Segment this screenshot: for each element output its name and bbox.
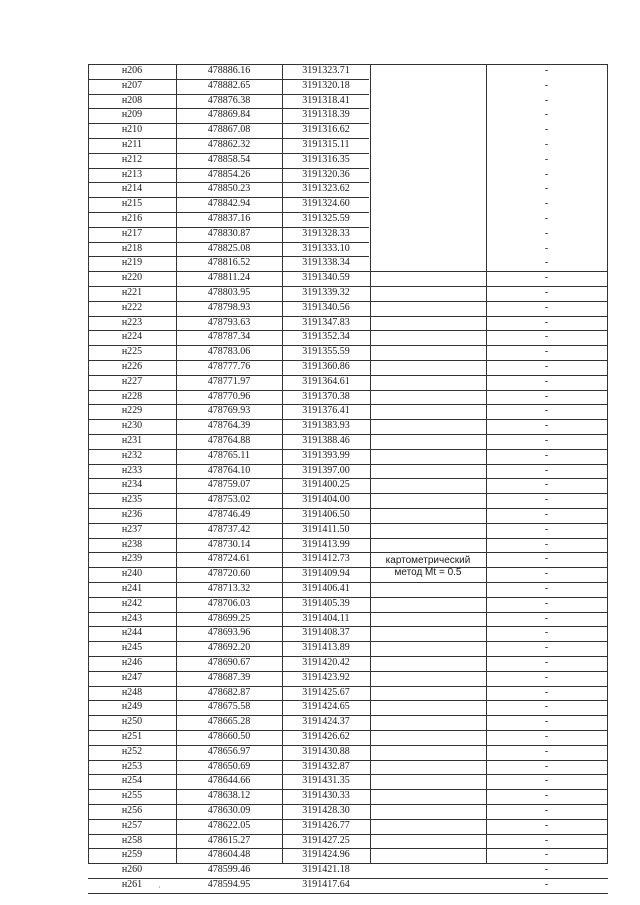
y-coordinate-cell: 3191355.59	[302, 346, 350, 358]
y-coordinate-cell: 3191352.34	[302, 331, 350, 343]
table-row	[88, 804, 608, 819]
point-id-cell: н233	[121, 464, 143, 476]
point-id-cell: н229	[121, 405, 143, 417]
point-id-cell: н249	[121, 701, 143, 713]
x-coordinate-cell: 478753.02	[207, 494, 251, 506]
table-row	[88, 715, 608, 730]
table-row	[88, 375, 608, 390]
accuracy-cell: -	[544, 479, 549, 491]
point-id-cell: н214	[121, 183, 143, 195]
x-coordinate-cell: 478656.97	[207, 745, 251, 757]
point-id-cell: н209	[121, 109, 143, 121]
table-row	[88, 641, 608, 656]
point-id-cell: н254	[121, 775, 143, 787]
y-coordinate-cell: 3191424.65	[302, 701, 350, 713]
y-coordinate-cell: 3191420.42	[302, 657, 350, 668]
y-coordinate-cell: 3191426.77	[302, 819, 350, 831]
point-id-cell: н261	[121, 879, 143, 890]
accuracy-cell: -	[544, 361, 549, 372]
table-row	[88, 345, 608, 360]
accuracy-cell: -	[544, 553, 549, 565]
y-coordinate-cell: 3191376.41	[302, 405, 350, 417]
accuracy-cell: -	[544, 642, 549, 654]
accuracy-cell: -	[544, 790, 549, 802]
point-id-cell: н253	[121, 760, 143, 772]
point-id-cell: н206	[121, 65, 143, 76]
table-row	[88, 153, 608, 168]
accuracy-cell: -	[544, 449, 549, 461]
x-coordinate-cell: 478724.61	[207, 553, 251, 565]
y-coordinate-cell: 3191404.00	[302, 494, 350, 506]
x-coordinate-cell: 478622.05	[207, 819, 251, 831]
y-coordinate-cell: 3191316.35	[302, 153, 350, 165]
x-coordinate-cell: 478825.08	[207, 242, 251, 254]
accuracy-cell: -	[544, 390, 549, 402]
accuracy-cell: -	[544, 316, 549, 328]
accuracy-cell: -	[544, 805, 549, 816]
x-coordinate-cell: 478706.03	[207, 597, 251, 609]
page-mark: ·	[158, 883, 161, 892]
x-coordinate-cell: 478811.24	[207, 272, 251, 284]
table-row	[88, 552, 608, 567]
accuracy-cell: -	[544, 745, 549, 757]
accuracy-cell: -	[544, 139, 549, 150]
y-coordinate-cell: 3191411.50	[302, 523, 350, 535]
point-id-cell: н242	[121, 597, 143, 609]
accuracy-cell: -	[544, 272, 549, 284]
point-id-cell: н256	[121, 805, 143, 816]
point-id-cell: н225	[121, 346, 143, 358]
accuracy-cell: -	[544, 242, 549, 254]
y-coordinate-cell: 3191397.00	[302, 464, 350, 476]
y-coordinate-cell: 3191323.62	[302, 183, 350, 195]
x-coordinate-cell: 478746.49	[207, 509, 251, 520]
point-id-cell: н227	[121, 375, 143, 387]
x-coordinate-cell: 478650.69	[207, 760, 251, 772]
table-row	[88, 538, 608, 553]
x-coordinate-cell: 478764.88	[207, 435, 251, 446]
table-row	[88, 745, 608, 760]
x-coordinate-cell: 478798.93	[207, 301, 251, 313]
accuracy-cell: -	[544, 864, 549, 876]
point-id-cell: н259	[121, 849, 143, 861]
y-coordinate-cell: 3191427.25	[302, 834, 350, 846]
point-id-cell: н245	[121, 642, 143, 654]
table-row	[88, 390, 608, 405]
table-row	[88, 730, 608, 745]
x-coordinate-cell: 478862.32	[207, 139, 251, 150]
x-coordinate-cell: 478594.95	[207, 879, 251, 890]
y-coordinate-cell: 3191324.60	[302, 198, 350, 210]
x-coordinate-cell: 478759.07	[207, 479, 251, 491]
x-coordinate-cell: 478777.76	[207, 361, 251, 372]
x-coordinate-cell: 478713.32	[207, 583, 251, 594]
y-coordinate-cell: 3191425.67	[302, 686, 350, 698]
point-id-cell: н212	[121, 153, 143, 165]
y-coordinate-cell: 3191424.96	[302, 849, 350, 861]
y-coordinate-cell: 3191318.41	[302, 94, 350, 106]
x-coordinate-cell: 478699.25	[207, 612, 251, 624]
table-row	[88, 567, 608, 582]
x-coordinate-cell: 478842.94	[207, 198, 251, 210]
table-row	[88, 686, 608, 701]
table-row	[88, 508, 608, 523]
y-coordinate-cell: 3191320.18	[302, 79, 350, 91]
y-coordinate-cell: 3191413.89	[302, 642, 350, 654]
y-coordinate-cell: 3191315.11	[302, 139, 350, 150]
y-coordinate-cell: 3191333.10	[302, 242, 350, 254]
table-row	[88, 138, 608, 153]
point-id-cell: н213	[121, 168, 143, 180]
x-coordinate-cell: 478869.84	[207, 109, 251, 121]
table-row	[88, 94, 608, 109]
method-cell	[370, 555, 486, 579]
table-row	[88, 330, 608, 345]
table-row	[88, 848, 608, 863]
y-coordinate-cell: 3191408.37	[302, 627, 350, 639]
table-row	[88, 434, 608, 449]
point-id-cell: н211	[122, 139, 142, 150]
x-coordinate-cell: 478787.34	[207, 331, 251, 343]
accuracy-cell: -	[544, 213, 549, 224]
table-row	[88, 878, 608, 893]
table-row	[88, 863, 608, 878]
point-id-cell: н237	[121, 523, 143, 535]
table-row	[88, 419, 608, 434]
x-coordinate-cell: 478682.87	[207, 686, 251, 698]
x-coordinate-cell: 478830.87	[207, 227, 251, 239]
x-coordinate-cell: 478886.16	[207, 65, 251, 76]
x-coordinate-cell: 478816.52	[207, 257, 251, 269]
y-coordinate-cell: 3191325.59	[302, 213, 350, 224]
accuracy-cell: -	[544, 819, 549, 831]
y-coordinate-cell: 3191347.83	[302, 316, 350, 328]
table-row	[88, 360, 608, 375]
table-row	[88, 597, 608, 612]
accuracy-cell: -	[544, 583, 549, 594]
point-id-cell: н239	[121, 553, 143, 565]
point-id-cell: н223	[121, 316, 143, 328]
accuracy-cell: -	[544, 346, 549, 358]
y-coordinate-cell: 3191421.18	[302, 864, 350, 876]
y-coordinate-cell: 3191383.93	[302, 420, 350, 432]
x-coordinate-cell: 478665.28	[207, 716, 251, 728]
table-row	[88, 834, 608, 849]
point-id-cell: н251	[121, 731, 143, 742]
accuracy-cell: -	[544, 331, 549, 343]
accuracy-cell: -	[544, 509, 549, 520]
accuracy-cell: -	[544, 775, 549, 787]
table-row	[88, 316, 608, 331]
accuracy-cell: -	[544, 701, 549, 713]
x-coordinate-cell: 478604.48	[207, 849, 251, 861]
point-id-cell: н238	[121, 538, 143, 550]
accuracy-cell: -	[544, 671, 549, 683]
accuracy-cell: -	[544, 227, 549, 239]
table-row	[88, 789, 608, 804]
table-row	[88, 626, 608, 641]
point-id-cell: н234	[121, 479, 143, 491]
accuracy-cell: -	[544, 627, 549, 639]
table-row	[88, 700, 608, 715]
point-id-cell: н240	[121, 568, 143, 580]
x-coordinate-cell: 478837.16	[207, 213, 251, 224]
x-coordinate-cell: 478638.12	[207, 790, 251, 802]
x-coordinate-cell: 478630.09	[207, 805, 251, 816]
x-coordinate-cell: 478693.96	[207, 627, 251, 639]
table-row	[88, 478, 608, 493]
y-coordinate-cell: 3191338.34	[302, 257, 350, 269]
y-coordinate-cell: 3191413.99	[302, 538, 350, 550]
table-row	[88, 212, 608, 227]
accuracy-cell: -	[544, 375, 549, 387]
accuracy-cell: -	[544, 94, 549, 106]
accuracy-cell: -	[544, 65, 549, 76]
x-coordinate-cell: 478660.50	[207, 731, 251, 742]
y-coordinate-cell: 3191339.32	[302, 287, 350, 298]
y-coordinate-cell: 3191432.87	[302, 760, 350, 772]
y-coordinate-cell: 3191364.61	[302, 375, 350, 387]
accuracy-cell: -	[544, 168, 549, 180]
accuracy-cell: -	[544, 198, 549, 210]
x-coordinate-cell: 478854.26	[207, 168, 251, 180]
x-coordinate-cell: 478737.42	[207, 523, 251, 535]
y-coordinate-cell: 3191431.35	[302, 775, 350, 787]
y-coordinate-cell: 3191428.30	[302, 805, 350, 816]
x-coordinate-cell: 478675.58	[207, 701, 251, 713]
x-coordinate-cell: 478771.97	[207, 375, 251, 387]
x-coordinate-cell: 478765.11	[207, 449, 251, 461]
y-coordinate-cell: 3191417.64	[302, 879, 350, 890]
row-border	[88, 893, 608, 894]
x-coordinate-cell: 478687.39	[207, 671, 251, 683]
y-coordinate-cell: 3191340.56	[302, 301, 350, 313]
x-coordinate-cell: 478730.14	[207, 538, 251, 550]
accuracy-cell: -	[544, 109, 549, 121]
accuracy-cell: -	[544, 79, 549, 91]
x-coordinate-cell: 478615.27	[207, 834, 251, 846]
point-id-cell: н252	[121, 745, 143, 757]
point-id-cell: н228	[121, 390, 143, 402]
accuracy-cell: -	[544, 494, 549, 506]
x-coordinate-cell: 478867.08	[207, 124, 251, 136]
point-id-cell: н236	[121, 509, 143, 520]
y-coordinate-cell: 3191406.41	[302, 583, 350, 594]
table-row	[88, 197, 608, 212]
table-row	[88, 493, 608, 508]
point-id-cell: н257	[121, 819, 143, 831]
accuracy-cell: -	[544, 538, 549, 550]
accuracy-cell: -	[544, 523, 549, 535]
table-row	[88, 256, 608, 271]
accuracy-cell: -	[544, 124, 549, 136]
table-row	[88, 123, 608, 138]
point-id-cell: н207	[121, 79, 143, 91]
point-id-cell: н224	[121, 331, 143, 343]
x-coordinate-cell: 478882.65	[207, 79, 251, 91]
point-id-cell: н250	[121, 716, 143, 728]
x-coordinate-cell: 478858.54	[207, 153, 251, 165]
accuracy-cell: -	[544, 597, 549, 609]
table-row	[88, 774, 608, 789]
point-id-cell: н247	[121, 671, 143, 683]
y-coordinate-cell: 3191316.62	[302, 124, 350, 136]
point-id-cell: н210	[121, 124, 143, 136]
x-coordinate-cell: 478770.96	[207, 390, 251, 402]
point-id-cell: н220	[121, 272, 143, 284]
point-id-cell: н231	[121, 435, 143, 446]
y-coordinate-cell: 3191423.92	[302, 671, 350, 683]
table-row	[88, 182, 608, 197]
table-row	[88, 819, 608, 834]
table-row	[88, 242, 608, 257]
accuracy-cell: -	[544, 834, 549, 846]
y-coordinate-cell: 3191320.36	[302, 168, 350, 180]
accuracy-cell: -	[544, 657, 549, 668]
accuracy-cell: -	[544, 879, 549, 890]
x-coordinate-cell: 478876.38	[207, 94, 251, 106]
point-id-cell: н215	[121, 198, 143, 210]
accuracy-cell: -	[544, 420, 549, 432]
accuracy-cell: -	[544, 435, 549, 446]
x-coordinate-cell: 478850.23	[207, 183, 251, 195]
x-coordinate-cell: 478793.63	[207, 316, 251, 328]
x-coordinate-cell: 478692.20	[207, 642, 251, 654]
accuracy-cell: -	[544, 760, 549, 772]
x-coordinate-cell: 478599.46	[207, 864, 251, 876]
y-coordinate-cell: 3191406.50	[302, 509, 350, 520]
accuracy-cell: -	[544, 464, 549, 476]
point-id-cell: н246	[121, 657, 143, 668]
point-id-cell: н244	[121, 627, 143, 639]
y-coordinate-cell: 3191409.94	[302, 568, 350, 580]
accuracy-cell: -	[544, 257, 549, 269]
y-coordinate-cell: 3191424.37	[302, 716, 350, 728]
point-id-cell: н241	[121, 583, 143, 594]
table-row	[88, 79, 608, 94]
point-id-cell: н243	[121, 612, 143, 624]
table-row	[88, 612, 608, 627]
accuracy-cell: -	[544, 716, 549, 728]
method-line-2: метод Mt = 0.5	[394, 567, 462, 578]
x-coordinate-cell: 478690.67	[207, 657, 251, 668]
accuracy-cell: -	[544, 686, 549, 698]
point-id-cell: н230	[121, 420, 143, 432]
method-line-1: картометрический	[385, 555, 471, 566]
accuracy-cell: -	[544, 287, 549, 298]
x-coordinate-cell: 478644.66	[207, 775, 251, 787]
x-coordinate-cell: 478764.39	[207, 420, 251, 432]
accuracy-cell: -	[544, 612, 549, 624]
table-row	[88, 671, 608, 686]
point-id-cell: н208	[121, 94, 143, 106]
accuracy-cell: -	[544, 153, 549, 165]
table-row	[88, 227, 608, 242]
y-coordinate-cell: 3191328.33	[302, 227, 350, 239]
table-row	[88, 404, 608, 419]
x-coordinate-cell: 478769.93	[207, 405, 251, 417]
y-coordinate-cell: 3191323.71	[302, 65, 350, 76]
table-row	[88, 760, 608, 775]
x-coordinate-cell: 478803.95	[207, 287, 251, 298]
y-coordinate-cell: 3191400.25	[302, 479, 350, 491]
x-coordinate-cell: 478720.60	[207, 568, 251, 580]
point-id-cell: н255	[121, 790, 143, 802]
table-row	[88, 64, 608, 79]
point-id-cell: н218	[121, 242, 143, 254]
table-row	[88, 108, 608, 123]
point-id-cell: н235	[121, 494, 143, 506]
accuracy-cell: -	[544, 183, 549, 195]
table-row	[88, 523, 608, 538]
point-id-cell: н248	[121, 686, 143, 698]
accuracy-cell: -	[544, 301, 549, 313]
point-id-cell: н258	[121, 834, 143, 846]
y-coordinate-cell: 3191405.39	[302, 597, 350, 609]
point-id-cell: н260	[121, 864, 143, 876]
x-coordinate-cell: 478764.10	[207, 464, 251, 476]
point-id-cell: н219	[121, 257, 143, 269]
point-id-cell: н216	[121, 213, 143, 224]
table-row	[88, 168, 608, 183]
x-coordinate-cell: 478783.06	[207, 346, 251, 358]
y-coordinate-cell: 3191318.39	[302, 109, 350, 121]
table-row	[88, 271, 608, 286]
coordinates-table	[88, 64, 608, 890]
accuracy-cell: -	[544, 731, 549, 742]
table-row	[88, 449, 608, 464]
accuracy-cell: -	[544, 568, 549, 580]
y-coordinate-cell: 3191360.86	[302, 361, 350, 372]
table-row	[88, 286, 608, 301]
point-id-cell: н226	[121, 361, 143, 372]
point-id-cell: н232	[121, 449, 143, 461]
accuracy-cell: -	[544, 849, 549, 861]
point-id-cell: н221	[121, 287, 143, 298]
point-id-cell: н222	[121, 301, 143, 313]
accuracy-cell: -	[544, 405, 549, 417]
y-coordinate-cell: 3191426.62	[302, 731, 350, 742]
table-row	[88, 301, 608, 316]
y-coordinate-cell: 3191430.88	[302, 745, 350, 757]
table-row	[88, 656, 608, 671]
y-coordinate-cell: 3191393.99	[302, 449, 350, 461]
point-id-cell: н217	[121, 227, 143, 239]
y-coordinate-cell: 3191430.33	[302, 790, 350, 802]
y-coordinate-cell: 3191340.59	[302, 272, 350, 284]
y-coordinate-cell: 3191370.38	[302, 390, 350, 402]
y-coordinate-cell: 3191412.73	[302, 553, 350, 565]
y-coordinate-cell: 3191404.11	[302, 612, 350, 624]
table-row	[88, 464, 608, 479]
table-row	[88, 582, 608, 597]
y-coordinate-cell: 3191388.46	[302, 435, 350, 446]
